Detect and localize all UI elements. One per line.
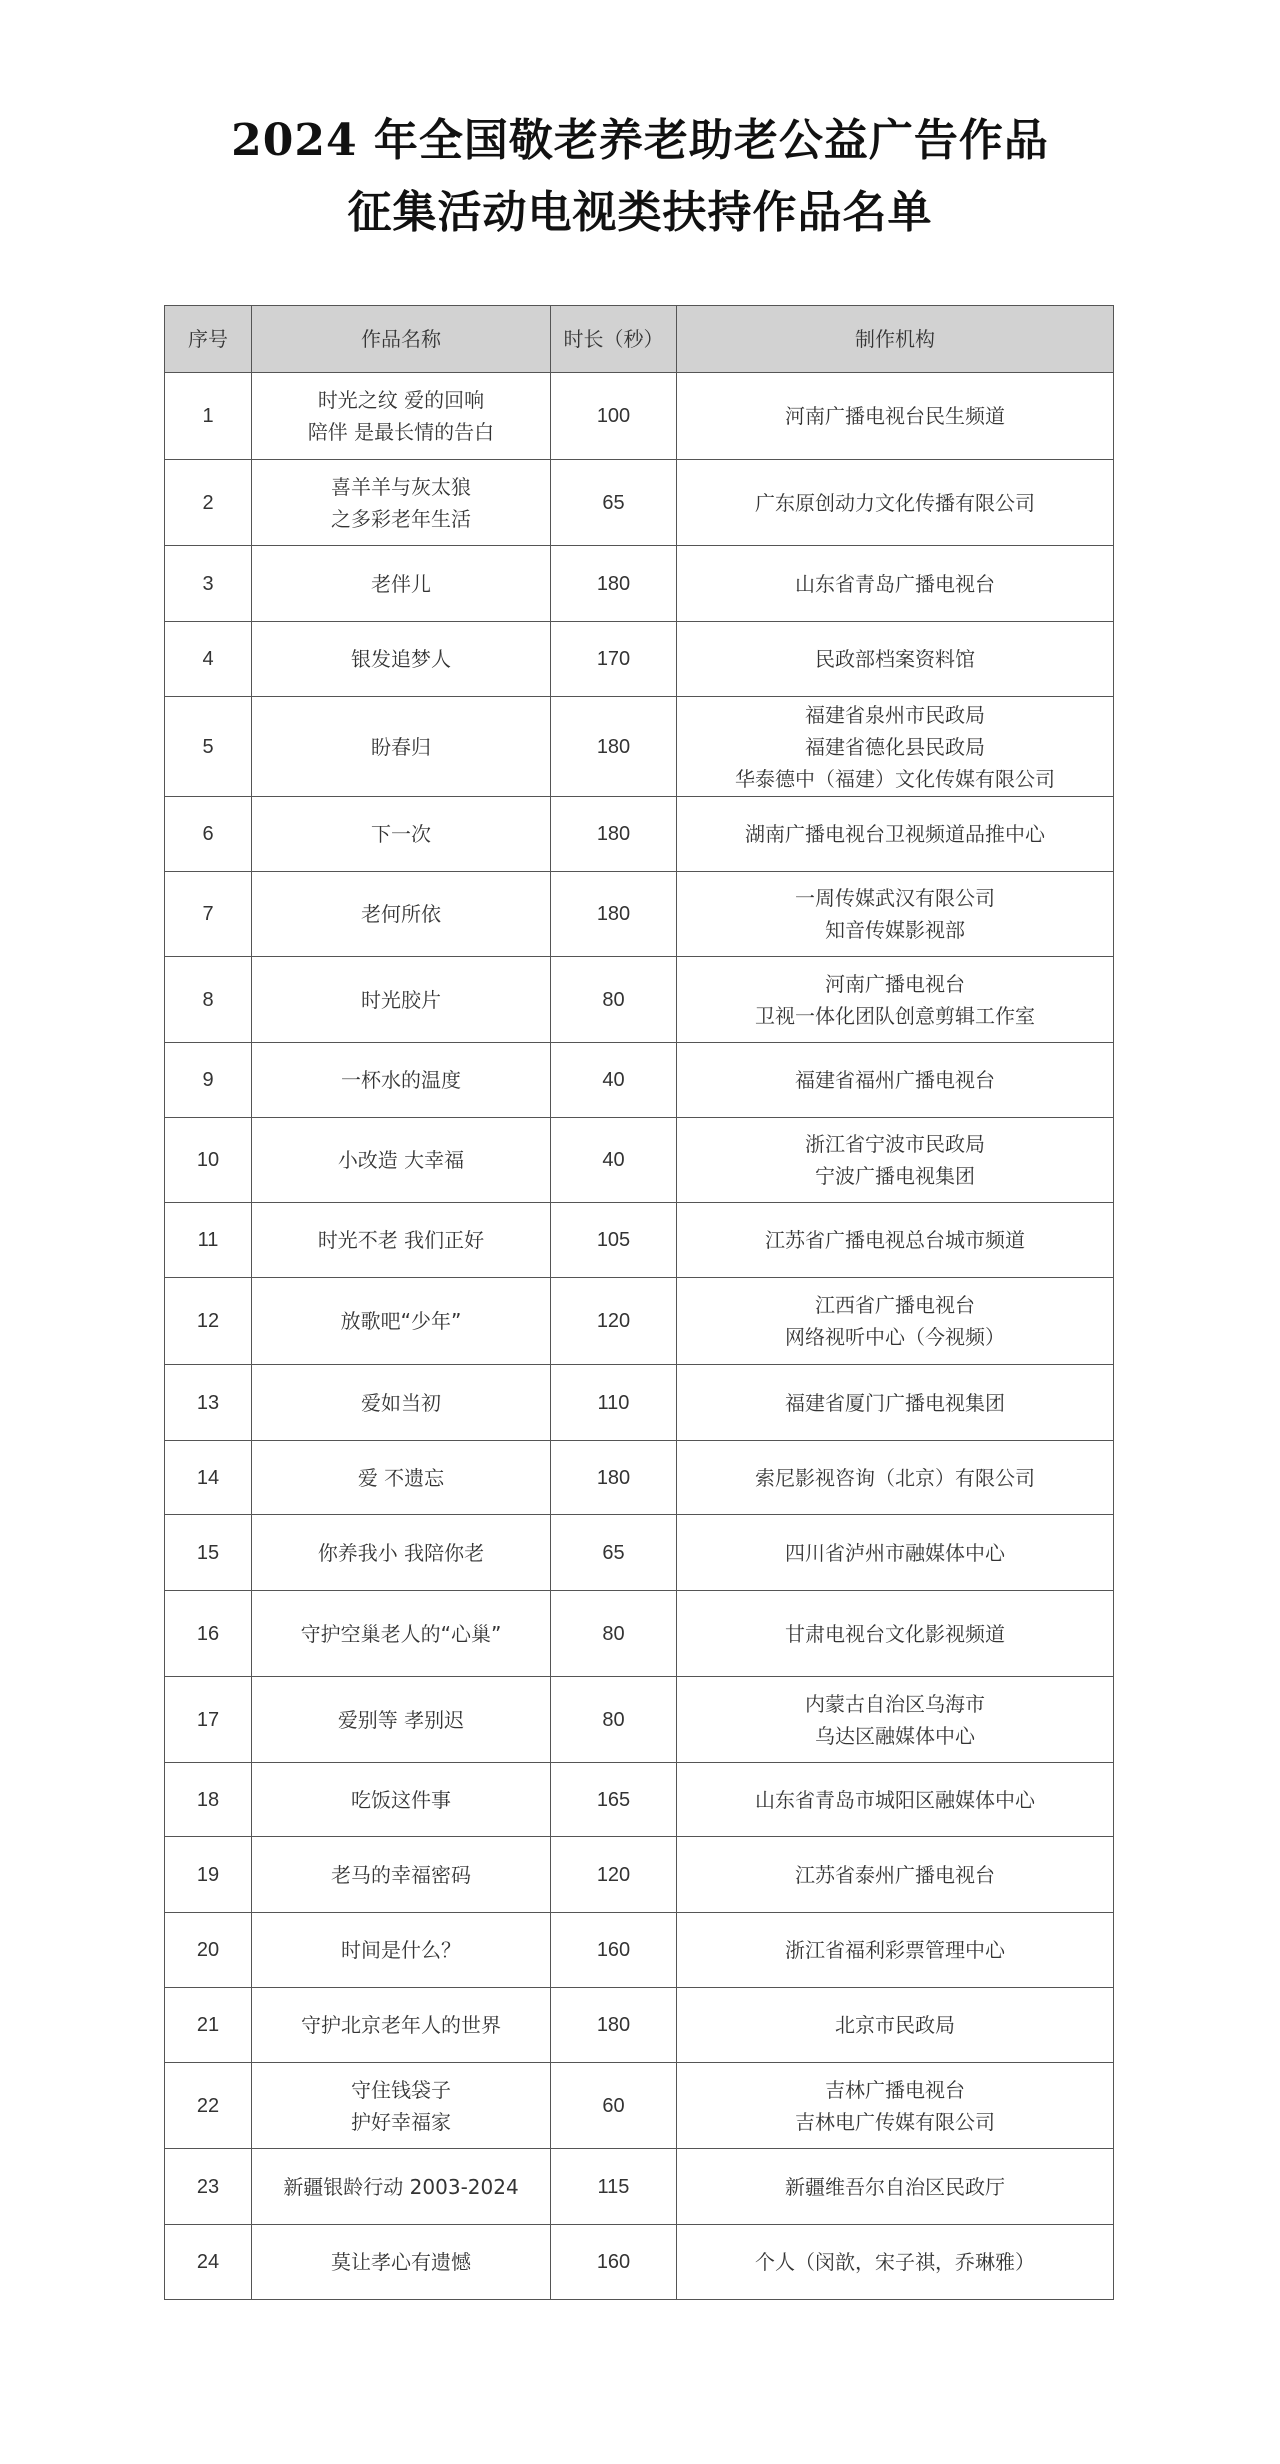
production-org [677,2225,1114,2300]
row-number: 15 [165,1515,252,1591]
work-name [252,2063,551,2149]
production-org [677,697,1114,797]
table-row [165,1441,1114,1515]
production-org [677,460,1114,546]
table-row [165,1677,1114,1763]
table-header-row [165,306,1114,373]
duration-seconds: 65 [551,1515,677,1591]
row-number: 1 [165,373,252,460]
table-row [165,1043,1114,1118]
work-name [252,1203,551,1278]
work-name [252,1763,551,1837]
production-org-line: 河南广播电视台 [825,971,965,996]
work-name [252,1837,551,1913]
work-name-line: 爱 不遗忘 [357,1465,445,1490]
production-org [677,1118,1114,1203]
work-name [252,1988,551,2063]
work-name-line: 陪伴 是最长情的告白 [307,420,495,444]
production-org-line: 福建省厦门广播电视集团 [785,1390,1005,1415]
row-number: 14 [165,1441,252,1515]
production-org-line: 个人（闵歆，宋子祺，乔琳雅） [755,2250,1035,2274]
production-org [677,546,1114,622]
table-row [165,872,1114,957]
production-org-line: 浙江省宁波市民政局 [805,1132,985,1156]
duration-seconds: 40 [551,1118,677,1203]
duration-seconds: 180 [551,1988,677,2063]
production-org [677,2063,1114,2149]
production-org [677,1837,1114,1913]
production-org-line: 福建省德化县民政局 [805,734,985,759]
work-name-line: 银发追梦人 [351,647,451,671]
production-org-line: 知音传媒影视部 [825,918,965,942]
row-number: 10 [165,1118,252,1203]
work-name-line: 老伴儿 [371,571,431,596]
production-org [677,1043,1114,1118]
work-name [252,872,551,957]
works-table [164,305,1114,2300]
row-number: 7 [165,872,252,957]
header-org: 制作机构 [677,306,1114,373]
duration-seconds: 180 [551,1441,677,1515]
row-number: 5 [165,697,252,797]
production-org [677,1203,1114,1278]
production-org [677,1591,1114,1677]
table-row [165,1763,1114,1837]
duration-seconds: 120 [551,1837,677,1913]
work-name [252,546,551,622]
production-org [677,1763,1114,1837]
row-number: 6 [165,797,252,872]
duration-seconds: 80 [551,1677,677,1763]
duration-seconds: 80 [551,957,677,1043]
work-name [252,1677,551,1763]
production-org-line: 湖南广播电视台卫视频道品推中心 [745,822,1045,846]
work-name-line: 一杯水的温度 [341,1068,461,1092]
work-name [252,1515,551,1591]
header-no: 序号 [165,306,252,373]
work-name [252,2225,551,2300]
work-name [252,697,551,797]
work-name-line: 放歌吧“少年” [340,1309,462,1333]
work-name-line: 新疆银龄行动 2003-2024 [283,2174,519,2199]
duration-seconds: 100 [551,373,677,460]
page-title-line-2: 征集活动电视类扶持作品名单 [347,187,933,238]
work-name-line: 时间是什么？ [341,1938,461,1962]
work-name [252,1913,551,1988]
table-row [165,1837,1114,1913]
work-name [252,373,551,460]
duration-seconds: 165 [551,1763,677,1837]
row-number: 23 [165,2149,252,2225]
production-org-line: 乌达区融媒体中心 [815,1723,975,1748]
row-number: 3 [165,546,252,622]
work-name [252,1118,551,1203]
row-number: 24 [165,2225,252,2300]
table-row [165,2063,1114,2149]
table-row [165,1203,1114,1278]
row-number: 11 [165,1203,252,1278]
production-org [677,1365,1114,1441]
duration-seconds: 160 [551,1913,677,1988]
work-name-line: 护好幸福家 [351,2109,451,2134]
duration-seconds: 65 [551,460,677,546]
production-org-line: 内蒙古自治区乌海市 [805,1691,985,1716]
work-name-line: 吃饭这件事 [351,1787,451,1812]
row-number: 20 [165,1913,252,1988]
work-name-line: 时光胶片 [361,987,441,1012]
production-org [677,1441,1114,1515]
work-name [252,460,551,546]
row-number: 16 [165,1591,252,1677]
work-name-line: 下一次 [371,822,431,846]
work-name-line: 盼春归 [371,734,431,759]
production-org-line: 广东原创动力文化传播有限公司 [755,490,1035,515]
production-org-line: 北京市民政局 [835,2013,955,2037]
production-org-line: 网络视听中心（今视频） [785,1325,1005,1349]
row-number: 4 [165,622,252,697]
production-org [677,1988,1114,2063]
duration-seconds: 60 [551,2063,677,2149]
work-name-line: 守护空巢老人的“心巢” [300,1621,502,1646]
production-org-line: 江苏省泰州广播电视台 [795,1862,995,1887]
row-number: 19 [165,1837,252,1913]
duration-seconds: 40 [551,1043,677,1118]
work-name-line: 之多彩老年生活 [331,506,471,531]
production-org [677,373,1114,460]
work-name [252,1278,551,1365]
table-row [165,1118,1114,1203]
table-row [165,2225,1114,2300]
work-name-line: 爱别等 孝别迟 [337,1707,465,1732]
production-org-line: 宁波广播电视集团 [815,1164,975,1188]
production-org-line: 河南广播电视台民生频道 [785,404,1005,428]
work-name-line: 你养我小 我陪你老 [317,1540,485,1565]
production-org-line: 江西省广播电视台 [815,1293,975,1317]
production-org-line: 吉林广播电视台 [825,2077,965,2102]
production-org-line: 浙江省福利彩票管理中心 [785,1938,1005,1962]
table-row [165,1278,1114,1365]
table-row [165,373,1114,460]
header-duration: 时长（秒） [551,306,677,373]
work-name-line: 喜羊羊与灰太狼 [331,474,471,499]
row-number: 21 [165,1988,252,2063]
work-name-line: 莫让孝心有遗憾 [331,2250,471,2274]
row-number: 2 [165,460,252,546]
row-number: 22 [165,2063,252,2149]
row-number: 9 [165,1043,252,1118]
work-name-line: 小改造 大幸福 [337,1148,465,1172]
duration-seconds: 180 [551,697,677,797]
table-row [165,1591,1114,1677]
row-number: 12 [165,1278,252,1365]
production-org [677,1677,1114,1763]
production-org-line: 四川省泸州市融媒体中心 [785,1540,1005,1565]
production-org-line: 山东省青岛市城阳区融媒体中心 [755,1787,1035,1812]
table-row [165,1913,1114,1988]
table-row [165,2149,1114,2225]
work-name [252,622,551,697]
production-org-line: 甘肃电视台文化影视频道 [785,1621,1005,1646]
row-number: 8 [165,957,252,1043]
work-name [252,1043,551,1118]
page-title-line-1: 2024 年全国敬老养老助老公益广告作品 [231,115,1049,166]
production-org-line: 索尼影视咨询（北京）有限公司 [755,1465,1035,1490]
production-org-line: 新疆维吾尔自治区民政厅 [785,2174,1005,2199]
duration-seconds: 180 [551,872,677,957]
table-row [165,1515,1114,1591]
production-org-line: 华泰德中（福建）文化传媒有限公司 [735,766,1055,791]
production-org-line: 一周传媒武汉有限公司 [795,886,995,910]
production-org-line: 山东省青岛广播电视台 [795,571,995,596]
row-number: 13 [165,1365,252,1441]
production-org [677,797,1114,872]
production-org-line: 江苏省广播电视总台城市频道 [765,1228,1025,1252]
production-org [677,1913,1114,1988]
table-row [165,460,1114,546]
work-name-line: 守住钱袋子 [351,2077,451,2102]
work-name-line: 时光之纹 爱的回响 [317,388,485,412]
production-org-line: 卫视一体化团队创意剪辑工作室 [755,1003,1035,1028]
row-number: 18 [165,1763,252,1837]
duration-seconds: 180 [551,797,677,872]
production-org-line: 福建省泉州市民政局 [805,702,985,727]
work-name-line: 爱如当初 [361,1390,441,1415]
work-name-line: 老何所依 [361,902,441,926]
work-name [252,2149,551,2225]
table-body [165,373,1114,2300]
work-name [252,1591,551,1677]
duration-seconds: 170 [551,622,677,697]
work-name [252,957,551,1043]
table-row [165,622,1114,697]
production-org-line: 民政部档案资料馆 [815,647,975,671]
duration-seconds: 160 [551,2225,677,2300]
production-org-line: 吉林电广传媒有限公司 [795,2109,995,2134]
header-name: 作品名称 [252,306,551,373]
production-org [677,872,1114,957]
duration-seconds: 120 [551,1278,677,1365]
production-org [677,622,1114,697]
table-row [165,957,1114,1043]
row-number: 17 [165,1677,252,1763]
production-org-line: 福建省福州广播电视台 [795,1068,995,1092]
work-name [252,1365,551,1441]
production-org [677,1515,1114,1591]
production-org [677,957,1114,1043]
duration-seconds: 105 [551,1203,677,1278]
production-org [677,2149,1114,2225]
table-row [165,697,1114,797]
work-name [252,797,551,872]
production-org [677,1278,1114,1365]
work-name [252,1441,551,1515]
duration-seconds: 180 [551,546,677,622]
table-row [165,546,1114,622]
work-name-line: 时光不老 我们正好 [317,1228,485,1252]
table-row [165,797,1114,872]
table-row [165,1365,1114,1441]
duration-seconds: 110 [551,1365,677,1441]
work-name-line: 守护北京老年人的世界 [301,2013,501,2037]
duration-seconds: 115 [551,2149,677,2225]
work-name-line: 老马的幸福密码 [331,1862,471,1887]
table-row [165,1988,1114,2063]
duration-seconds: 80 [551,1591,677,1677]
